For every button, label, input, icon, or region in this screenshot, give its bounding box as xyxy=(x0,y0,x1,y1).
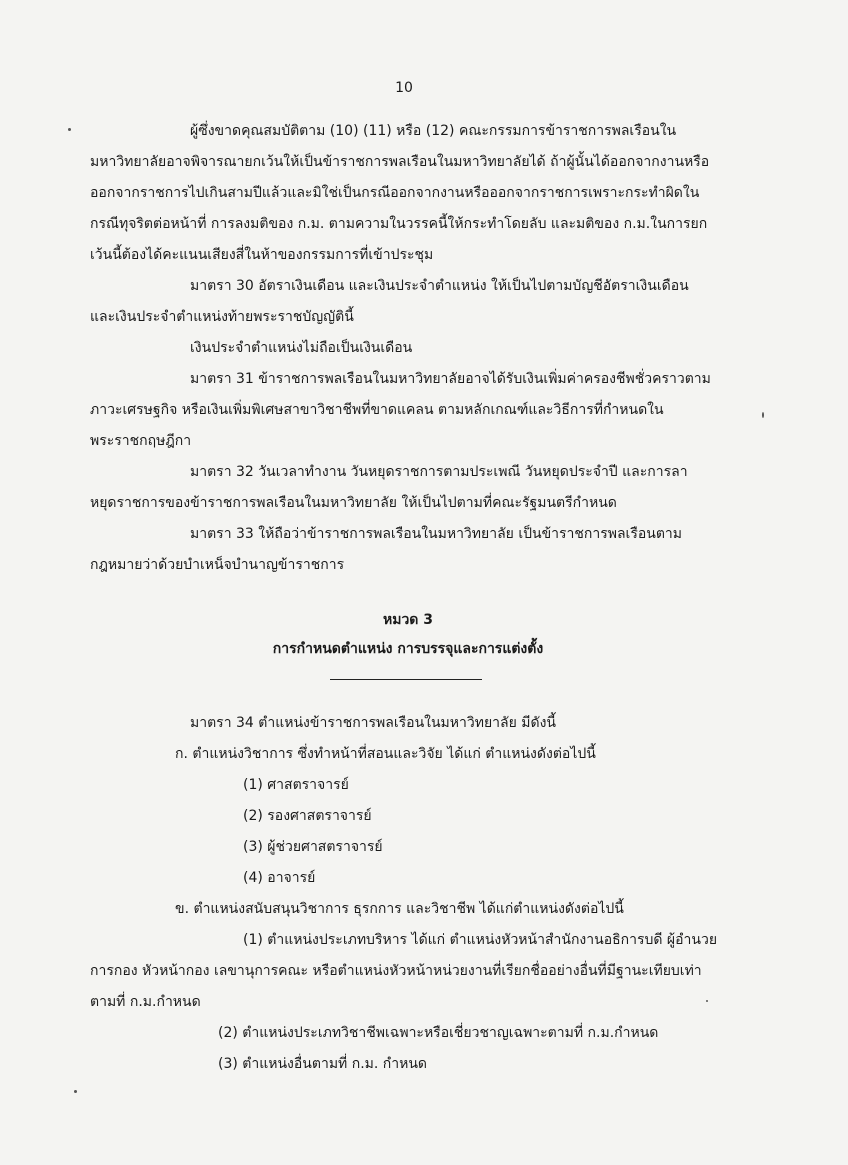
scan-speck xyxy=(74,1090,77,1093)
section-34-a-heading: ก. ตำแหน่งวิชาการ ซึ่งทำหน้าที่สอนและวิจัย ได้แก่ ตำแหน่งดังต่อไปนี้ xyxy=(175,746,596,762)
chapter-title: การกำหนดตำแหน่ง การบรรจุและการแต่งตั้ง xyxy=(272,641,544,657)
section-34-b-heading: ข. ตำแหน่งสนับสนุนวิชาการ ธุรกการ และวิชาชีพ ได้แก่ตำแหน่งดังต่อไปนี้ xyxy=(175,901,624,917)
section-32-line-2: หยุดราชการของข้าราชการพลเรือนในมหาวิทยาลัย ให้เป็นไปตามที่คณะรัฐมนตรีกำหนด xyxy=(90,495,617,511)
scan-speck xyxy=(706,1000,708,1002)
section-34-a-item-3: (3) ผู้ช่วยศาสตราจารย์ xyxy=(243,839,383,855)
section-30-line-1: มาตรา 30 อัตราเงินเดือน และเงินประจำตำแหน่ง ให้เป็นไปตามบัญชีอัตราเงินเดือน xyxy=(190,278,689,294)
paragraph-1-line-1: ผู้ซึ่งขาดคุณสมบัติตาม (10) (11) หรือ (12) คณะกรรมการข้าราชการพลเรือนใน xyxy=(190,123,677,139)
section-33-line-2: กฎหมายว่าด้วยบำเหน็จบำนาญข้าราชการ xyxy=(90,557,345,573)
paragraph-1-line-4: กรณีทุจริตต่อหน้าที่ การลงมติของ ก.ม. ตามความในวรรคนี้ให้กระทำโดยลับ และมติของ ก.ม.ในการยก xyxy=(90,216,708,232)
section-31-line-2: ภาวะเศรษฐกิจ หรือเงินเพิ่มพิเศษสาขาวิชาชีพที่ขาดแคลน ตามหลักเกณฑ์และวิธีการที่กำหนดใน xyxy=(90,402,664,418)
section-30-line-3: เงินประจำตำแหน่งไม่ถือเป็นเงินเดือน xyxy=(190,340,413,356)
paragraph-1-line-5: เว้นนี้ต้องได้คะแนนเสียงสี่ในห้าของกรรมการที่เข้าประชุม xyxy=(90,247,434,263)
chapter-divider xyxy=(330,679,482,680)
section-34-b1-line-1: (1) ตำแหน่งประเภทบริหาร ได้แก่ ตำแหน่งหัวหน้าสำนักงานอธิการบดี ผู้อำนวย xyxy=(243,932,718,948)
scan-speck xyxy=(762,412,764,418)
section-32-line-1: มาตรา 32 วันเวลาทำงาน วันหยุดราชการตามประเพณี วันหยุดประจำปี และการลา xyxy=(190,464,688,480)
section-30-line-2: และเงินประจำตำแหน่งท้ายพระราชบัญญัตินี้ xyxy=(90,309,354,325)
section-34-b2: (2) ตำแหน่งประเภทวิชาชีพเฉพาะหรือเชี่ยวชาญเฉพาะตามที่ ก.ม.กำหนด xyxy=(218,1025,659,1041)
section-34-intro: มาตรา 34 ตำแหน่งข้าราชการพลเรือนในมหาวิทยาลัย มีดังนี้ xyxy=(190,715,556,731)
section-34-a-item-2: (2) รองศาสตราจารย์ xyxy=(243,808,372,824)
scan-speck xyxy=(68,128,71,131)
chapter-number: หมวด 3 xyxy=(382,612,434,628)
paragraph-1-line-2: มหาวิทยาลัยอาจพิจารณายกเว้นให้เป็นข้าราชการพลเรือนในมหาวิทยาลัยได้ ถ้าผู้นั้นได้ออกจากงานหรือ xyxy=(90,154,710,170)
section-34-a-item-1: (1) ศาสตราจารย์ xyxy=(243,777,349,793)
section-31-line-1: มาตรา 31 ข้าราชการพลเรือนในมหาวิทยาลัยอาจได้รับเงินเพิ่มค่าครองชีพชั่วคราวตาม xyxy=(190,371,711,387)
section-34-b3: (3) ตำแหน่งอื่นตามที่ ก.ม. กำหนด xyxy=(218,1056,428,1072)
section-34-a-item-4: (4) อาจารย์ xyxy=(243,870,316,886)
section-33-line-1: มาตรา 33 ให้ถือว่าข้าราชการพลเรือนในมหาวิทยาลัย เป็นข้าราชการพลเรือนตาม xyxy=(190,526,683,542)
paragraph-1-line-3: ออกจากราชการไปเกินสามปีแล้วและมิใช่เป็นกรณีออกจากงานหรือออกจากราชการเพราะกระทำผิดใน xyxy=(90,185,700,201)
section-31-line-3: พระราชกฤษฎีกา xyxy=(90,433,192,449)
page-number: 10 xyxy=(395,80,413,96)
section-34-b1-line-3: ตามที่ ก.ม.กำหนด xyxy=(90,994,201,1010)
section-34-b1-line-2: การกอง หัวหน้ากอง เลขานุการคณะ หรือตำแหน่งหัวหน้าหน่วยงานที่เรียกชื่ออย่างอื่นที่มีฐานะเทียบเท่า xyxy=(90,963,702,979)
